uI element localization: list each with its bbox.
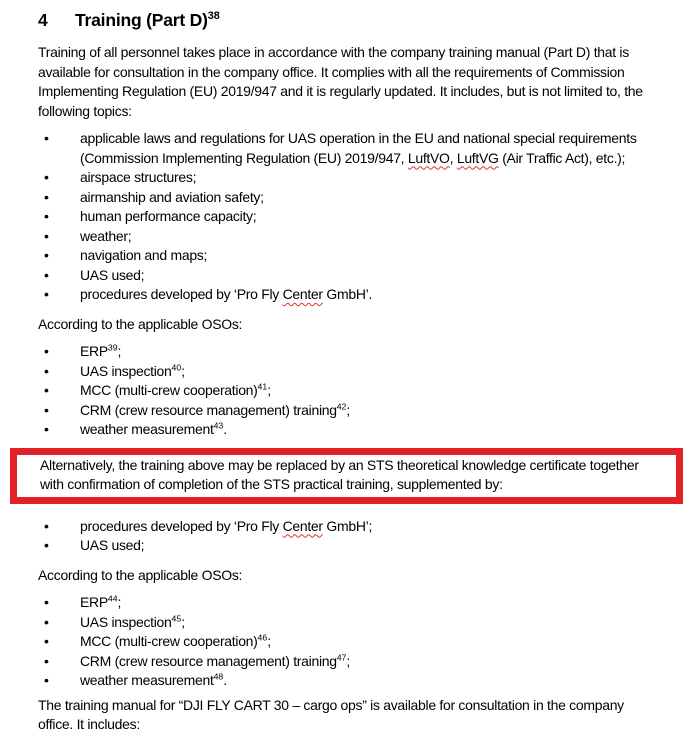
footnote-ref: 44	[107, 593, 118, 604]
sts-item: • UAS used;	[38, 536, 660, 556]
oso-item	[38, 342, 660, 362]
topics-list	[38, 129, 660, 305]
oso-tail: .	[223, 672, 227, 688]
footnote-ref: 45	[171, 612, 182, 623]
oso-tail: .	[223, 421, 227, 437]
topic-item: • human performance capacity;	[38, 207, 660, 227]
footnote-ref: 46	[257, 632, 268, 643]
footnote-ref: 48	[213, 671, 224, 682]
sts-text: GmbH’;	[322, 517, 373, 534]
spellcheck-word: Center	[282, 286, 323, 302]
topic-text: procedures developed by ‘Pro Fly	[80, 286, 283, 302]
oso-tail: ;	[346, 652, 350, 669]
spellcheck-word: LuftVG	[456, 149, 499, 166]
oso-tail: ;	[267, 633, 271, 649]
topic-item: • UAS used;	[38, 266, 660, 286]
oso-text: CRM (crew resource management) training	[80, 401, 337, 418]
oso-tail: ;	[117, 343, 122, 359]
oso-item	[38, 420, 660, 440]
footnote-ref: 41	[257, 381, 268, 392]
oso-list-2	[38, 593, 660, 691]
section-heading	[38, 9, 660, 32]
spellcheck-word: Center	[282, 517, 323, 534]
oso-item	[38, 362, 660, 382]
topic-item: • airspace structures;	[38, 168, 660, 188]
topic-text: (Air Traffic Act), etc.);	[498, 149, 626, 166]
topic-item: • airmanship and aviation safety;	[38, 188, 660, 208]
highlight-box	[10, 448, 683, 504]
topic-text: GmbH’.	[322, 286, 373, 302]
oso-text: UAS inspection	[80, 613, 172, 630]
oso-text: UAS inspection	[80, 362, 172, 379]
topic-text: applicable laws and regulations for UAS operation in the EU and national special requirements (Commission Implementing Regulation (EU) 2019/947,	[80, 130, 637, 166]
spellcheck-word: LuftVO	[407, 149, 450, 166]
oso-intro: According to the applicable OSOs:	[38, 315, 243, 332]
oso-item	[38, 671, 660, 691]
topic-item	[38, 285, 660, 305]
oso-text: MCC (multi-crew cooperation)	[80, 633, 258, 649]
sts-text: procedures developed by ‘Pro Fly	[80, 517, 283, 534]
oso-tail: ;	[267, 382, 271, 398]
oso-text: CRM (crew resource management) training	[80, 652, 337, 669]
intro-paragraph: Training of all personnel takes place in accordance with the company training manual (Part D) that is available for consultation in the company office. It complies with all the requirements of Commission Implementing Regulation (EU) 2019/947 and it is regularly updated. It includes, but is not limited to, the following topics:	[38, 44, 643, 119]
oso-text: ERP	[80, 343, 108, 359]
oso-list-1	[38, 342, 660, 440]
oso-item	[38, 593, 660, 613]
oso-text: MCC (multi-crew cooperation)	[80, 382, 258, 398]
footnote-ref: 47	[336, 651, 347, 662]
oso-text: ERP	[80, 594, 108, 610]
topic-item: • weather;	[38, 227, 660, 247]
oso-tail: ;	[117, 594, 122, 610]
oso-text: weather measurement	[80, 421, 214, 437]
oso-item	[38, 401, 660, 421]
sts-list	[38, 517, 660, 556]
oso-item	[38, 652, 660, 672]
section-number: 4	[38, 10, 48, 30]
oso-intro: According to the applicable OSOs:	[38, 566, 243, 583]
topic-text: ,	[449, 149, 457, 166]
oso-tail: ;	[181, 362, 185, 379]
topic-item: • navigation and maps;	[38, 246, 660, 266]
topic-item	[38, 129, 660, 168]
oso-section-1	[38, 315, 660, 440]
oso-text: weather measurement	[80, 672, 214, 688]
closing-paragraph: The training manual for “DJI FLY CART 30 – cargo ops” is available for consultation in the company office. It includes:	[38, 696, 624, 732]
footnote-ref: 43	[213, 420, 224, 431]
footnote-ref: 38	[207, 10, 220, 23]
footnote-ref: 42	[336, 400, 347, 411]
section-title: Training (Part D)	[75, 10, 208, 30]
oso-item	[38, 613, 660, 633]
oso-tail: ;	[181, 613, 185, 630]
oso-item	[38, 632, 660, 652]
highlight-paragraph: Alternatively, the training above may be replaced by an STS theoretical knowledge certificate together with confirmation of completion of the STS practical training, supplemented by:	[40, 456, 639, 492]
sts-item	[38, 517, 660, 537]
oso-section-2	[38, 566, 660, 691]
oso-tail: ;	[346, 401, 350, 418]
oso-item	[38, 381, 660, 401]
footnote-ref: 40	[171, 361, 182, 372]
footnote-ref: 39	[107, 342, 118, 353]
